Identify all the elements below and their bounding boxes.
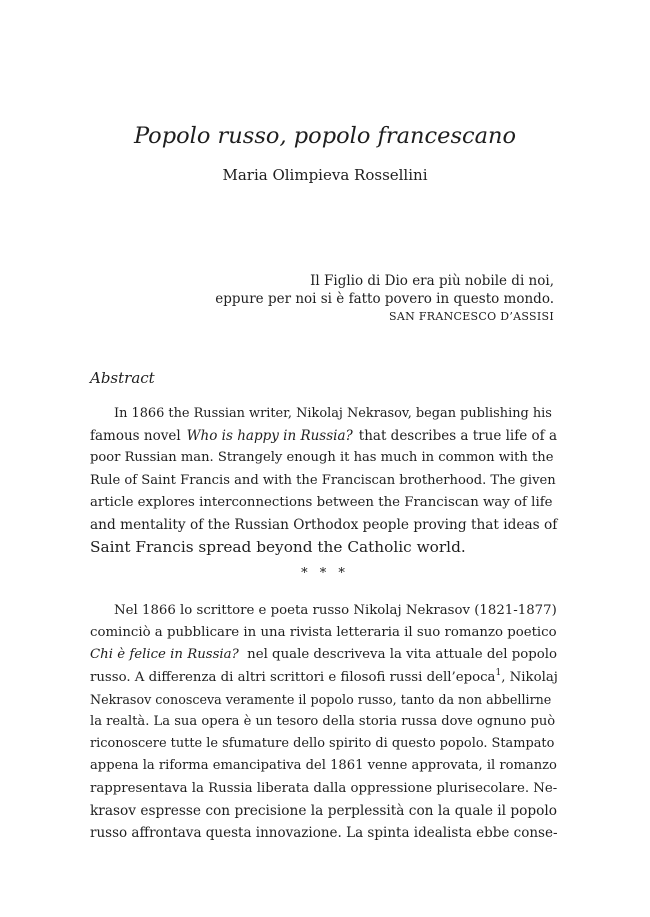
novel-title-english: Who is happy in Russia? [186,428,353,445]
line-text: la realtà. La sua opera è un tesoro della storia russa dove ognuno può [90,713,556,729]
epigraph-source: SAN FRANCESCO D’ASSISI [389,310,554,323]
line-text: poor Russian man. Strangely enough it has much in common with the [90,450,554,466]
line-text: riconoscere tutte le sfumature dello spirito di questo popolo. Stampato [90,736,555,752]
body-line [90,733,557,755]
line-text-part: russo. A differenza di altri scrittori e filosofi russi dell’epoca [90,669,496,685]
body-line [90,622,557,644]
body-line [90,755,557,777]
body-line [90,800,557,822]
epigraph-line: Il Figlio di Dio era più nobile di noi, [310,273,554,289]
footnote-ref[interactable]: 1 [495,667,502,678]
abstract-line [90,470,557,492]
abstract-heading: Abstract [90,369,155,387]
body-line [90,667,557,689]
article-title: Popolo russo, popolo francescano [133,123,517,149]
line-text: Nel 1866 lo scrittore e poeta russo Nikolaj Nekrasov (1821-1877) [114,603,557,618]
section-separator: * * * [301,566,349,581]
line-text: article explores interconnections between the Franciscan way of life [90,494,553,510]
body-line [90,600,557,622]
line-text: rappresentava la Russia liberata dalla oppressione plurisecolare. Ne- [90,780,558,796]
abstract-line [90,403,557,425]
abstract-paragraph [90,403,557,558]
line-text: that describes a true life of a [354,428,557,445]
line-text: Rule of Saint Francis and with the Franciscan brotherhood. The given [90,472,556,488]
abstract-line [90,425,557,447]
line-text: , Nikolaj [501,669,558,685]
body-line [90,644,557,666]
line-text: famous novel [90,428,185,445]
line-text: appena la riforma emancipativa del 1861 venne approvata, il romanzo [90,758,557,774]
epigraph [215,272,554,326]
novel-title-italian: Chi è felice in Russia? [90,647,239,663]
line-text: russo affrontava questa innovazione. La spinta idealista ebbe conse- [90,824,558,841]
line-text: nel quale descriveva la vita attuale del popolo [242,647,557,663]
body-line [90,778,557,800]
body-paragraph [90,600,557,844]
line-text: Nekrasov conosceva veramente il popolo russo, tanto da non abbellirne [90,691,552,707]
line-text [90,667,501,689]
article-author: Maria Olimpieva Rossellini [222,166,428,184]
abstract-line [90,447,557,469]
epigraph-line: eppure per noi si è fatto povero in questo mondo. [215,291,554,307]
body-line [90,711,557,733]
line-text: cominciò a pubblicare in una rivista letteraria il suo romanzo poetico [90,625,557,641]
line-text: krasov espresse con precisione la perplessità con la quale il popolo [90,802,558,819]
abstract-line [90,514,557,536]
line-text: In 1866 the Russian writer, Nikolaj Nekrasov, began publishing his [114,406,552,421]
body-line [90,689,557,711]
line-text: and mentality of the Russian Orthodox people proving that ideas of [90,516,558,533]
body-line [90,822,557,844]
abstract-line [90,492,557,514]
line-text: Saint Francis spread beyond the Catholic world. [90,538,466,557]
abstract-line [90,536,557,558]
